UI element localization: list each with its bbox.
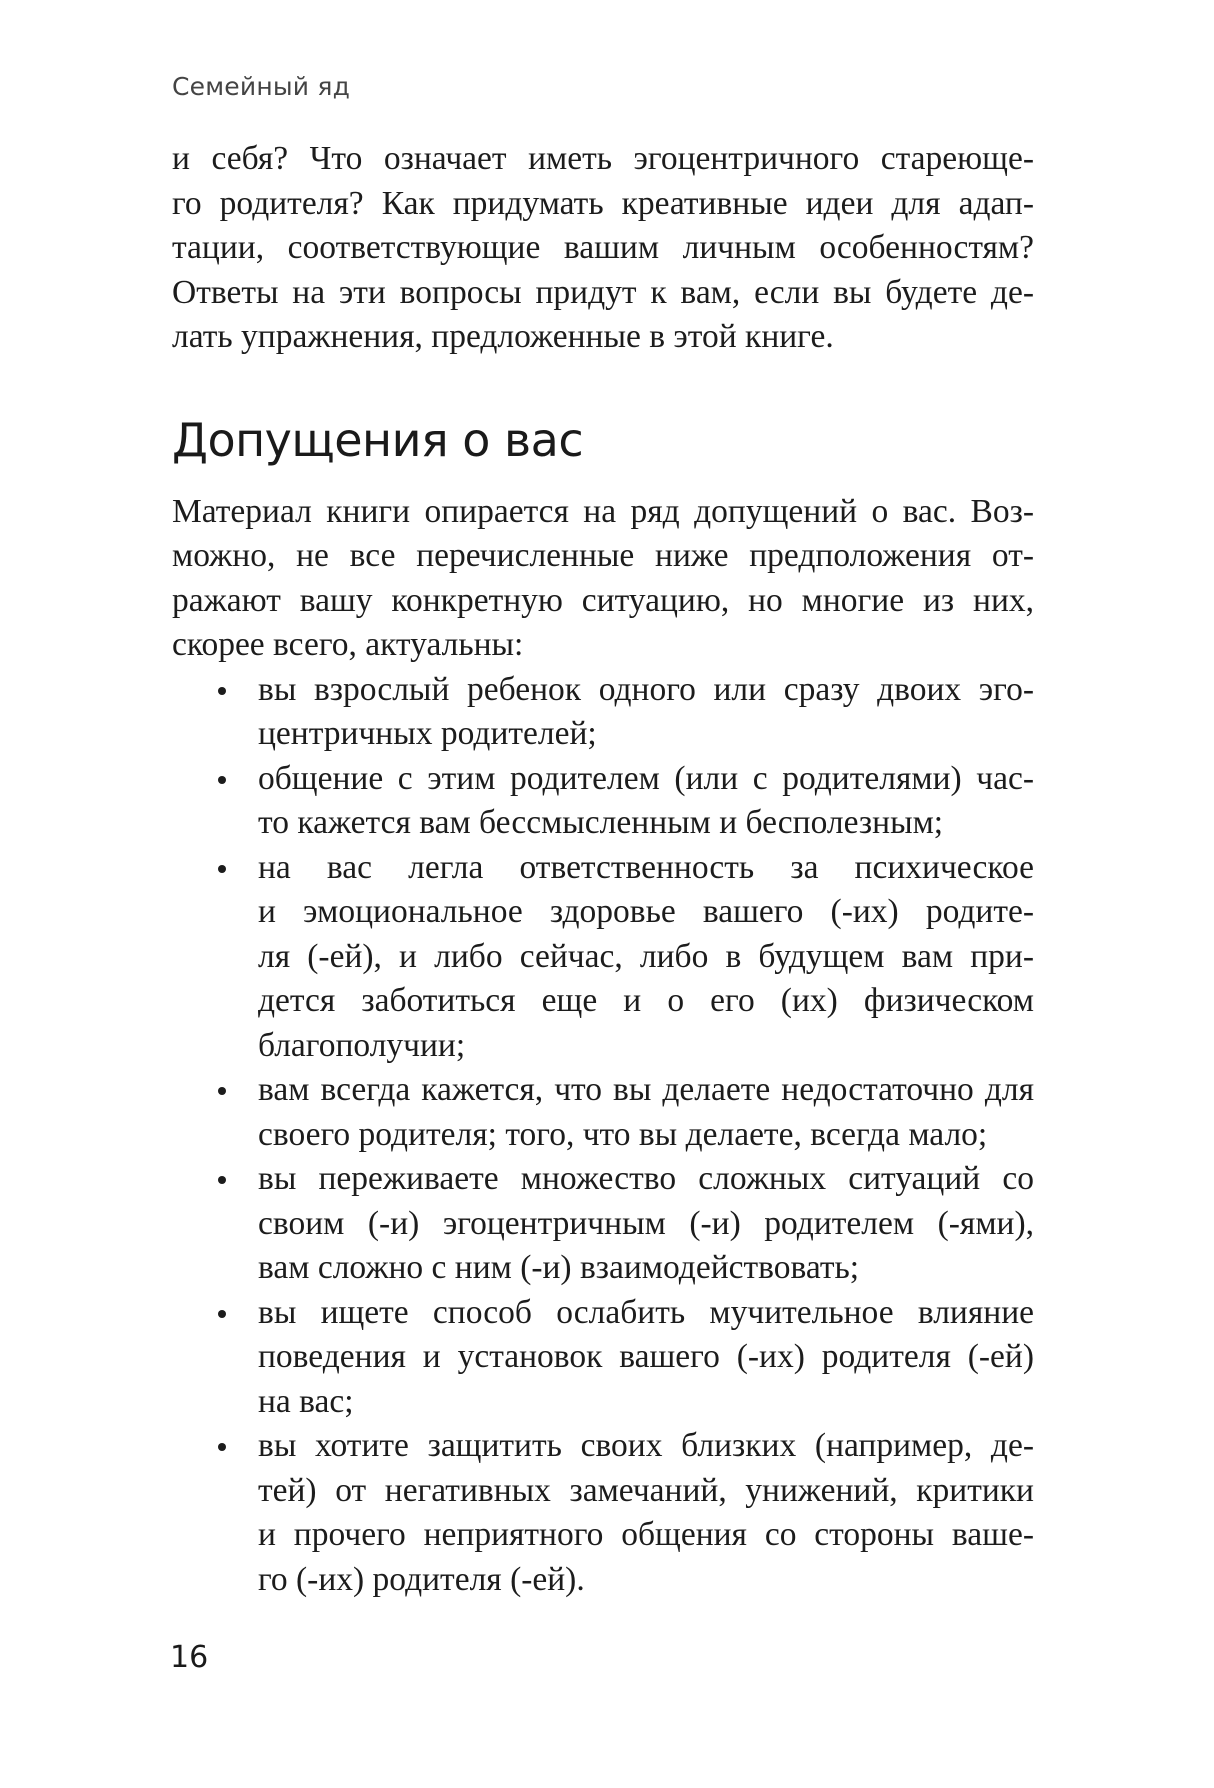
- text-line: на вас легла ответственность за психическое: [258, 848, 1034, 886]
- text-line: общение с этим родителем (или с родителями) час-: [258, 759, 1034, 797]
- text-line: то кажется вам бессмысленным и бесполезным;: [258, 804, 944, 841]
- text-line: тей) от негативных замечаний, унижений, критики: [258, 1471, 1034, 1509]
- section-heading: Допущения о вас: [172, 412, 584, 467]
- bullet-icon: [218, 776, 226, 784]
- list-item: [172, 1068, 1034, 1157]
- text-line: го родителя? Как придумать креативные идеи для адап-: [172, 184, 1034, 222]
- text-line: на вас;: [258, 1382, 354, 1420]
- text-line: ля (-ей), и либо сейчас, либо в будущем вам при-: [258, 937, 1034, 975]
- text-line: поведения и установок вашего (-их) родителя (-ей): [258, 1338, 1034, 1375]
- list-item: [172, 757, 1034, 846]
- text-line: можно, не все перечисленные ниже предположения от-: [172, 537, 1034, 574]
- text-line: благополучии;: [258, 1026, 466, 1064]
- text-line: и эмоциональное здоровье вашего (-их) родите-: [258, 893, 1034, 930]
- list-item: [172, 1157, 1034, 1291]
- text-line: вы взрослый ребенок одного или сразу двоих эго-: [258, 670, 1034, 708]
- section-paragraph: [172, 490, 1034, 668]
- bullet-icon: [218, 687, 226, 695]
- running-header: Семейный яд: [172, 72, 351, 101]
- text-line: своего родителя; того, что вы делаете, всегда мало;: [258, 1115, 988, 1153]
- intro-paragraph: [172, 137, 1034, 360]
- text-line: вы хотите защитить своих близких (например, де-: [258, 1427, 1034, 1464]
- text-line: вам сложно с ним (-и) взаимодействовать;: [258, 1249, 860, 1286]
- assumptions-list: [172, 668, 1034, 1603]
- page-number: 16: [170, 1640, 209, 1675]
- text-line: Материал книги опирается на ряд допущений о вас. Воз-: [172, 492, 1034, 530]
- text-line: своим (-и) эгоцентричным (-и) родителем (-ями),: [258, 1204, 1034, 1242]
- list-item: [172, 846, 1034, 1069]
- page-content: [172, 137, 1034, 1602]
- text-line: вам всегда кажется, что вы делаете недостаточно для: [258, 1071, 1034, 1108]
- text-line: вы переживаете множество сложных ситуаций со: [258, 1160, 1034, 1197]
- list-item: [172, 668, 1034, 757]
- text-line: вы ищете способ ослабить мучительное влияние: [258, 1293, 1034, 1331]
- text-line: скорее всего, актуальны:: [172, 626, 524, 663]
- text-line: Ответы на эти вопросы придут к вам, если вы будете де-: [172, 273, 1034, 311]
- text-line: и себя? Что означает иметь эгоцентричного стареюще-: [172, 140, 1034, 177]
- text-line: лать упражнения, предложенные в этой книге.: [172, 318, 834, 355]
- text-line: тации, соответствующие вашим личным особенностям?: [172, 229, 1034, 266]
- list-item: [172, 1291, 1034, 1425]
- bullet-icon: [218, 1087, 226, 1095]
- text-line: и прочего неприятного общения со стороны ваше-: [258, 1516, 1034, 1553]
- text-line: ражают вашу конкретную ситуацию, но многие из них,: [172, 581, 1034, 619]
- bullet-icon: [218, 1176, 226, 1184]
- text-line: го (-их) родителя (-ей).: [258, 1560, 585, 1598]
- bullet-icon: [218, 865, 226, 873]
- bullet-icon: [218, 1310, 226, 1318]
- list-item: [172, 1424, 1034, 1602]
- bullet-icon: [218, 1443, 226, 1451]
- text-line: центричных родителей;: [258, 715, 597, 752]
- text-line: дется заботиться еще и о его (их) физическом: [258, 982, 1034, 1019]
